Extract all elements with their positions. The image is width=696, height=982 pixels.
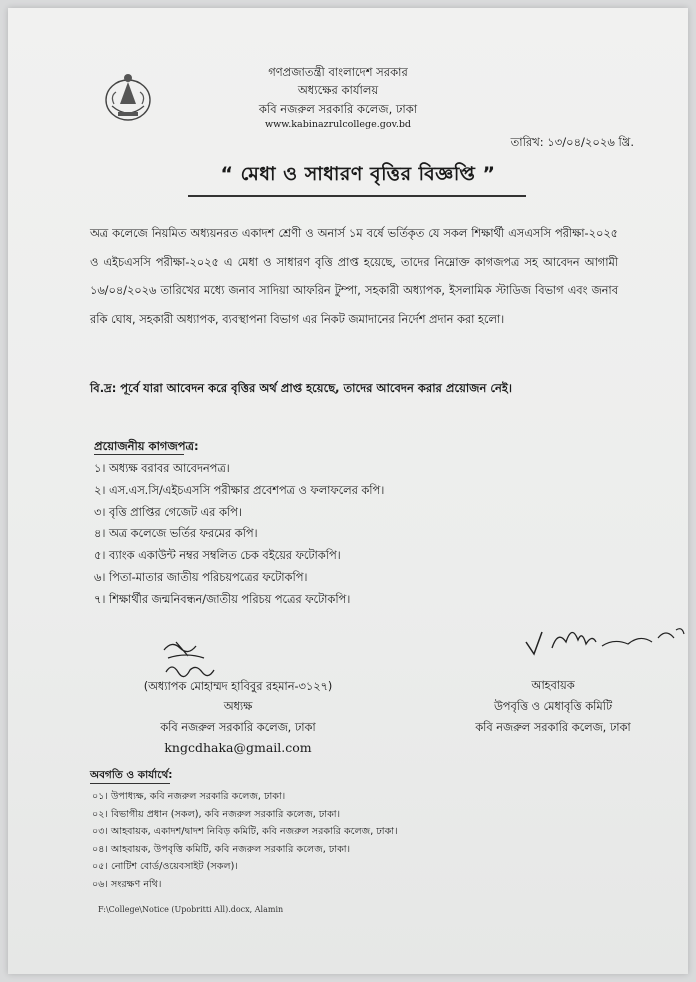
list-item: ৬। পিতা-মাতার জাতীয় পরিচয়পত্রের ফটোকপি।: [94, 570, 308, 584]
title-underline: [188, 195, 526, 197]
notice-paper: [8, 8, 688, 974]
list-item: ০৩। আহবায়ক, একাদশ/দ্বাদশ নিবিড় কমিটি, কবি নজরুল সরকারি কলেজ, ঢাকা।: [92, 826, 398, 837]
college-name: কবি নজরুল সরকারি কলেজ, ঢাকা: [258, 102, 418, 116]
list-item: ০৪। আহবায়ক, উপবৃত্তি কমিটি, কবি নজরুল সরকারি কলেজ, ঢাকা।: [92, 843, 351, 855]
list-item: ০১। উপাধ্যক্ষ, কবি নজরুল সরকারি কলেজ, ঢাকা।: [92, 791, 286, 802]
list-item: ০৫। নোটিশ বোর্ড/ওয়েবসাইট (সকল)।: [92, 861, 238, 872]
list-item: ০২। বিভাগীয় প্রধান (সকল), কবি নজরুল সরকারি কলেজ, ঢাকা।: [92, 808, 341, 820]
list-item: ৫। ব্যাংক একাউন্ট নম্বর সম্বলিত চেক বইয়ের ফটোকপি।: [94, 549, 341, 563]
government-seal-icon: [98, 66, 158, 128]
documents-heading: প্রয়োজনীয় কাগজপত্র:: [94, 439, 199, 453]
convener-signature: [524, 620, 694, 662]
notice-body: অত্র কলেজে নিয়মিত অধ্যয়নরত একাদশ শ্রেণী ও অনার্স ১ম বর্ষে ভর্তিকৃত যে সকল শিক্ষার্থী এসএসসি পরীক্ষা-২০২৫ ও এইচএসসি পরীক্ষা-২০২৫ এ মেধা ও সাধারণ বৃত্তি প্রাপ্ত হয়েছে, তাদের নিম্নোক্ত কাগজপত্র সহ আবেদন আগামী ১৬/০৪/২০২৬ তারিখের মধ্যে জনাব সাদিয়া আফরিন টুম্পা, সহকারী অধ্যাপক, ইসলামিক স্টাডিজ বিভাগ এবং জনাব রকি ঘোষ, সহকারী অধ্যাপক, ব্যবস্থাপনা বিভাগ এর নিকট জমাদানের নির্দেশ প্রদান করা হলো।: [90, 227, 618, 326]
convener-committee: উপবৃত্তি ও মেধাবৃত্তি কমিটি: [493, 700, 612, 713]
documents-list: [94, 458, 384, 611]
copies-heading: অবগতি ও কার্যার্থে:: [90, 769, 173, 781]
file-path-footer: F:\College\Notice (Upobritti All).docx, Alamin: [98, 905, 284, 914]
office-name: অধ্যক্ষের কার্যালয়: [297, 83, 379, 97]
principal-institution: কবি নজরুল সরকারি কলেজ, ঢাকা: [160, 721, 316, 734]
notice-note: বি.দ্র: পূর্বে যারা আবেদন করে বৃত্তির অর্থ প্রাপ্ত হয়েছে, তাদের আবেদন করার প্রয়োজন নেই।: [90, 381, 512, 395]
copies-list: [92, 788, 398, 893]
principal-title: অধ্যক্ষ: [223, 700, 253, 713]
convener-institution: কবি নজরুল সরকারি কলেজ, ঢাকা: [475, 721, 631, 734]
principal-email: kngcdhaka@gmail.com: [164, 740, 312, 755]
college-website: www.kabinazrulcollege.gov.bd: [265, 119, 411, 130]
list-item: ৭। শিক্ষার্থীর জন্মনিবন্ধন/জাতীয় পরিচয় পত্রের ফটোকপি।: [94, 592, 351, 606]
copies-heading-underline: [90, 783, 170, 784]
notice-title: “ মেধা ও সাধারণ বৃত্তির বিজ্ঞপ্তি ”: [220, 163, 496, 185]
government-name: গণপ্রজাতন্ত্রী বাংলাদেশ সরকার: [268, 65, 408, 79]
list-item: ০৬। সংরক্ষণ নথি।: [92, 878, 162, 890]
principal-signature: [158, 636, 218, 682]
convener-title: আহবায়ক: [531, 679, 575, 692]
notice-date: তারিখ: ১৩/০৪/২০২৬ খ্রি.: [510, 135, 634, 149]
documents-heading-underline: [94, 454, 184, 455]
list-item: ২। এস.এস.সি/এইচএসসি পরীক্ষার প্রবেশপত্র ও ফলাফলের কপি।: [94, 483, 385, 497]
list-item: ৪। অত্র কলেজে ভর্তির ফরমের কপি।: [94, 527, 258, 541]
principal-name: (অধ্যাপক মোহাম্মদ হাবিবুর রহমান-৩১২৭): [143, 680, 333, 693]
list-item: ১। অধ্যক্ষ বরাবর আবেদনপত্র।: [94, 462, 230, 475]
list-item: ৩। বৃত্তি প্রাপ্তির গেজেট এর কপি।: [94, 505, 242, 519]
